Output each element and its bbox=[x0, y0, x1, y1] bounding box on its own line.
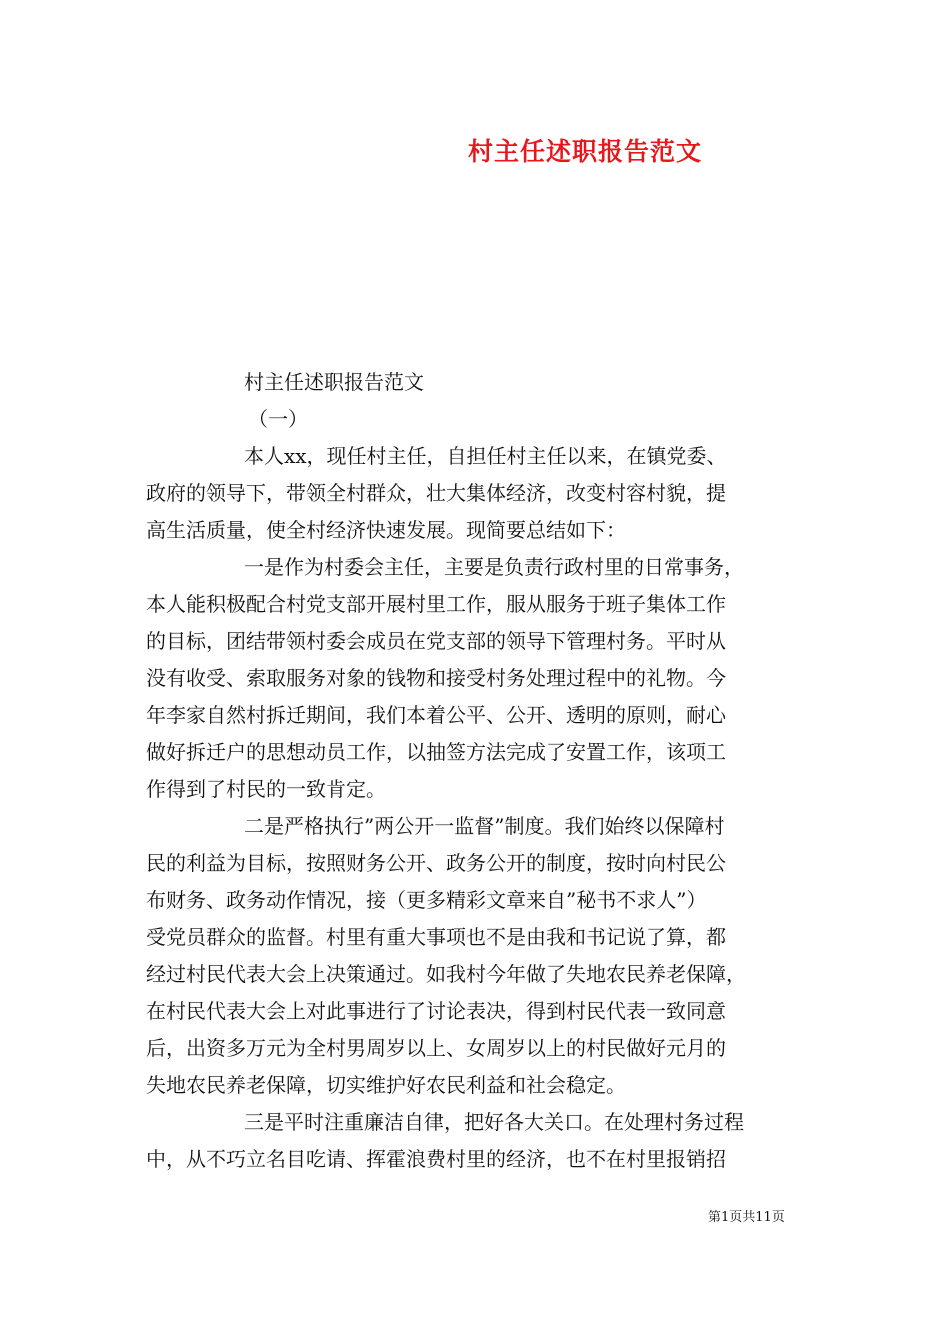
text-line: 三是平时注重廉洁自律，把好各大关口。在处理村务过程 bbox=[244, 1110, 744, 1134]
text-line: 失地农民养老保障，切实维护好农民利益和社会稳定。 bbox=[146, 1073, 626, 1097]
text-line: 本人能积极配合村党支部开展村里工作，服从服务于班子集体工作 bbox=[146, 592, 726, 616]
text-line: 一是作为村委会主任，主要是负责行政村里的日常事务， bbox=[244, 555, 744, 579]
section-marker: （一） bbox=[248, 407, 308, 431]
document-body bbox=[146, 364, 816, 1178]
text-line: 民的利益为目标，按照财务公开、政务公开的制度，按时向村民公 bbox=[146, 851, 726, 875]
text-line: 的目标，团结带领村委会成员在党支部的领导下管理村务。平时从 bbox=[146, 629, 726, 653]
text-line: 没有收受、索取服务对象的钱物和接受村务处理过程中的礼物。今 bbox=[146, 666, 726, 690]
text-line: 后，出资多万元为全村男周岁以上、女周岁以上的村民做好元月的 bbox=[146, 1036, 726, 1060]
page-title: 村主任述职报告范文 bbox=[468, 137, 703, 166]
page-footer: 第1页共11页 bbox=[708, 1210, 785, 1225]
text-line: 中，从不巧立名目吃请、挥霍浪费村里的经济，也不在村里报销招 bbox=[146, 1147, 726, 1171]
text-line: 作得到了村民的一致肯定。 bbox=[146, 777, 386, 801]
text-line: 在村民代表大会上对此事进行了讨论表决，得到村民代表一致同意 bbox=[146, 999, 726, 1023]
text-line: 年李家自然村拆迁期间，我们本着公平、公开、透明的原则，耐心 bbox=[146, 703, 726, 727]
text-line: 经过村民代表大会上决策通过。如我村今年做了失地农民养老保障， bbox=[146, 962, 746, 986]
text-line: 政府的领导下，带领全村群众，壮大集体经济，改变村容村貌，提 bbox=[146, 481, 726, 505]
text-line: 做好拆迁户的思想动员工作，以抽签方法完成了安置工作，该项工 bbox=[146, 740, 726, 764]
text-line: 二是严格执行”两公开一监督”制度。我们始终以保障村 bbox=[244, 814, 725, 838]
text-line: 布财务、政务动作情况，接（更多精彩文章来自”秘书不求人”） bbox=[146, 888, 707, 912]
text-line: 受党员群众的监督。村里有重大事项也不是由我和书记说了算，都 bbox=[146, 925, 726, 949]
document-subtitle: 村主任述职报告范文 bbox=[244, 370, 424, 394]
text-line: 高生活质量，使全村经济快速发展。现简要总结如下： bbox=[146, 518, 626, 542]
paragraph-lines bbox=[146, 438, 816, 1178]
text-line: 本人xx，现任村主任，自担任村主任以来，在镇党委、 bbox=[244, 444, 727, 468]
